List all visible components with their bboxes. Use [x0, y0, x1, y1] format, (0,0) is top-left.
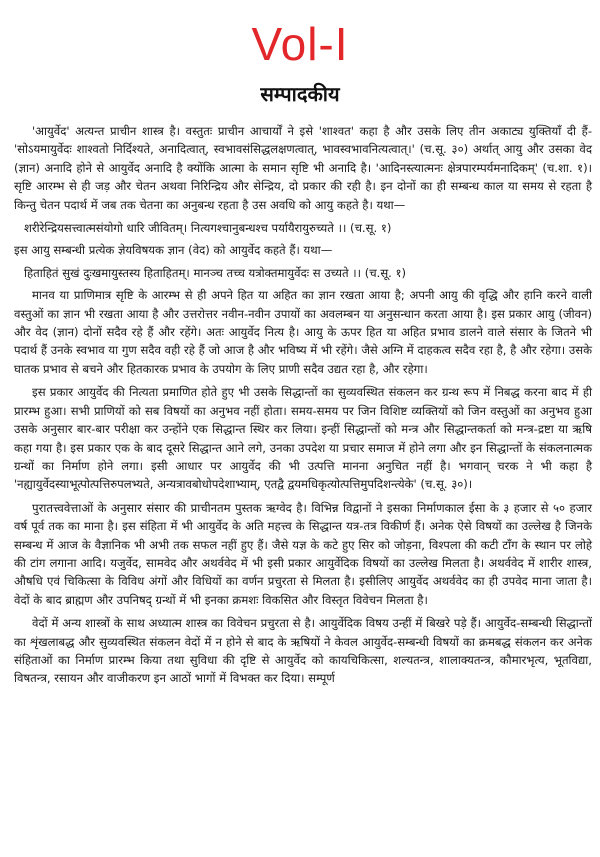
volume-title: Vol-I: [251, 18, 349, 70]
paragraph-principles: इस प्रकार आयुर्वेद की नित्यता प्रमाणित होते हुए भी उसके सिद्धान्तों का सुव्यवस्थित संकलन कर ग्रन्थ रूप में निबद्ध करना बाद में ही प्रारम्भ हुआ। सभी प्राणियों को सब विषयों का अनुभव नहीं होता। समय-समय पर जिन विशिष्ट व्यक्तियों को जिन वस्तुओं का अनुभव हुआ उसके अनुसार बार-बार परीक्षा कर उन्होंने एक सिद्धान्त स्थिर कर लिया। इन्हीं सिद्धान्तों को मन्त्र और सिद्धान्तकर्ता को मन्त्र-द्रष्टा या ऋषि कहा गया है। इस प्रकार एक के बाद दूसरे सिद्धान्त आने लगे, उनका उपदेश या प्रचार समाज में होने लगा और इन सिद्धान्तों के संकलनात्मक ग्रन्थों का निर्माण होने लगा। इसी आधार पर आयुर्वेद की भी उत्पत्ति मानना अनुचित नहीं है। भगवान् चरक ने भी कहा है 'नह्यायुर्वेदस्याभूत्पोत्पत्तिरुपलभ्यते, अन्यत्रावबोधोपदेशाभ्याम्, एतद्वै द्वयमधिकृत्योत्पत्तिमुपदिशन्त्येके' (च.सू. ३०)।: [14, 385, 592, 492]
paragraph-samhitas: वेदों में अन्य शास्त्रों के साथ अध्यात्म शास्त्र का विवेचन प्रचुरता से है। आयुर्वेदिक विषय उन्हीं में बिखरे पड़े हैं। आयुर्वेद-सम्बन्धी सिद्धान्तों का शृंखलाबद्ध और सुव्यवस्थित संकलन वेदों में न होने से बाद के ऋषियों ने केवल आयुर्वेद-सम्बन्धी विषयों का क्रमबद्ध संकलन कर अनेक संहिताओं का निर्माण प्रारम्भ किया तथा सुविधा की दृष्टि से आयुर्वेद को कायचिकित्सा, शल्यतन्त्र, शालाक्यतन्त्र, कौमारभृत्य, भूतविद्या, विषतन्त्र, रसायन और वाजीकरण इन आठों भागों में विभक्त कर दिया। सम्पूर्ण: [14, 616, 592, 686]
verse-quote: शरीरेन्द्रियसत्त्वात्मसंयोगो धारि जीवितम्। नित्यगश्चानुबन्धश्च पर्यायैरायुरुच्यते ।। (च.सू. १): [24, 221, 392, 236]
paragraph-ayurveda-definition: इस आयु सम्बन्धी प्रत्येक ज्ञेयविषयक ज्ञान (वेद) को आयुर्वेद कहते हैं। यथा—: [14, 243, 333, 258]
verse-quote: हिताहितं सुखं दुःखमायुस्तस्य हिताहितम्। मानञ्च तच्च यत्रोक्तमायुर्वेदः स उच्यते ।। (च.सू. १): [24, 265, 407, 280]
section-title: सम्पादकीय: [260, 82, 340, 106]
paragraph-intro: 'आयुर्वेद' अत्यन्त प्राचीन शास्त्र है। वस्तुतः प्राचीन आचार्यों ने इसे 'शाश्वत' कहा है और उसके लिए तीन अकाट्य युक्तियाँ दी हैं-'सोऽयमायुर्वेदः शाश्वतो निर्दिश्यते, अनादित्वात्, स्वभावसंसिद्धलक्षणत्वात्, भावस्वभावनित्यत्वात्।' (च.सू. ३०) अर्थात् आयु और उसका वेद (ज्ञान) अनादि होने से आयुर्वेद अनादि है क्योंकि आत्मा के समान सृष्टि भी अनादि है। 'आदिनस्त्यात्मनः क्षेत्रपारम्पर्यमनादिकम्' (च.शा. १)। सृष्टि आरम्भ से ही जड़ और चेतन अथवा निरिन्द्रिय और सेन्द्रिय, दो प्रकार की रही है। इन दोनों का ही सम्बन्ध काल या समय से रहता है किन्तु चेतन पदार्थ में जब तक चेतना का अनुबन्ध रहता है उस अवधि को आयु कहते है। यथा—: [14, 124, 592, 212]
paragraph-vedas: पुरातत्त्ववेत्ताओं के अनुसार संसार की प्राचीनतम पुस्तक ऋग्वेद है। विभिन्न विद्वानों ने इसका निर्माणकाल ईसा के ३ हजार से ५० हजार वर्ष पूर्व तक का माना है। इस संहिता में भी आयुर्वेद के अति महत्त्व के सिद्धान्त यत्र-तत्र विकीर्ण हैं। अनेक ऐसे विषयों का उल्लेख है जिनके सम्बन्ध में आज के वैज्ञानिक भी अभी तक सफल नहीं हुए हैं। जैसे यज्ञ के कटे हुए सिर को जोड़ना, विश्पला की कटी टाँग के स्थान पर लोहे की टांग लगाना आदि। यजुर्वेद, सामवेद और अथर्ववेद में भी इसी प्रकार आयुर्वेदिक विषयों का उल्लेख मिलता है। अथर्ववेद में शारीर शास्त्र, औषधि एवं चिकित्सा के विविध अंगों और विधियों का वर्णन प्रचुरता से मिलता है। इसीलिए आयुर्वेद अथर्ववेद का ही उपवेद माना जाता है। वेदों के बाद ब्राह्मण और उपनिषद् ग्रन्थों में भी इनका क्रमशः विकसित और विस्तृत विवेचन मिलता है।: [14, 500, 592, 607]
body-text: [14, 122, 592, 693]
paragraph-eternity: मानव या प्राणिमात्र सृष्टि के आरम्भ से ही अपने हित या अहित का ज्ञान रखता आया है; अपनी आयु की वृद्धि और हानि करने वाली वस्तुओं का ज्ञान भी रखता आया है और उत्तरोत्तर नवीन-नवीन उपायों का अवलम्बन या अनुसन्धान करता आया है। इस प्रकार आयु (जीवन) और वेद (ज्ञान) दोनों सदैव रहे हैं और रहेंगे। अतः आयुर्वेद नित्य है। आयु के ऊपर हित या अहित प्रभाव डालने वाले संसार के जितने भी पदार्थ हैं उनके स्वभाव या गुण सदैव वही रहे हैं जो आज है और भविष्य में भी रहेंगे। जैसे अग्नि में दाहकत्व सदैव रहा है, है और रहेगा। उसके घातक प्रभाव से बचने और हितकारक प्रभाव के उपयोग के लिए प्राणी सदैव उद्यत रहा है, और रहेगा।: [14, 288, 592, 376]
